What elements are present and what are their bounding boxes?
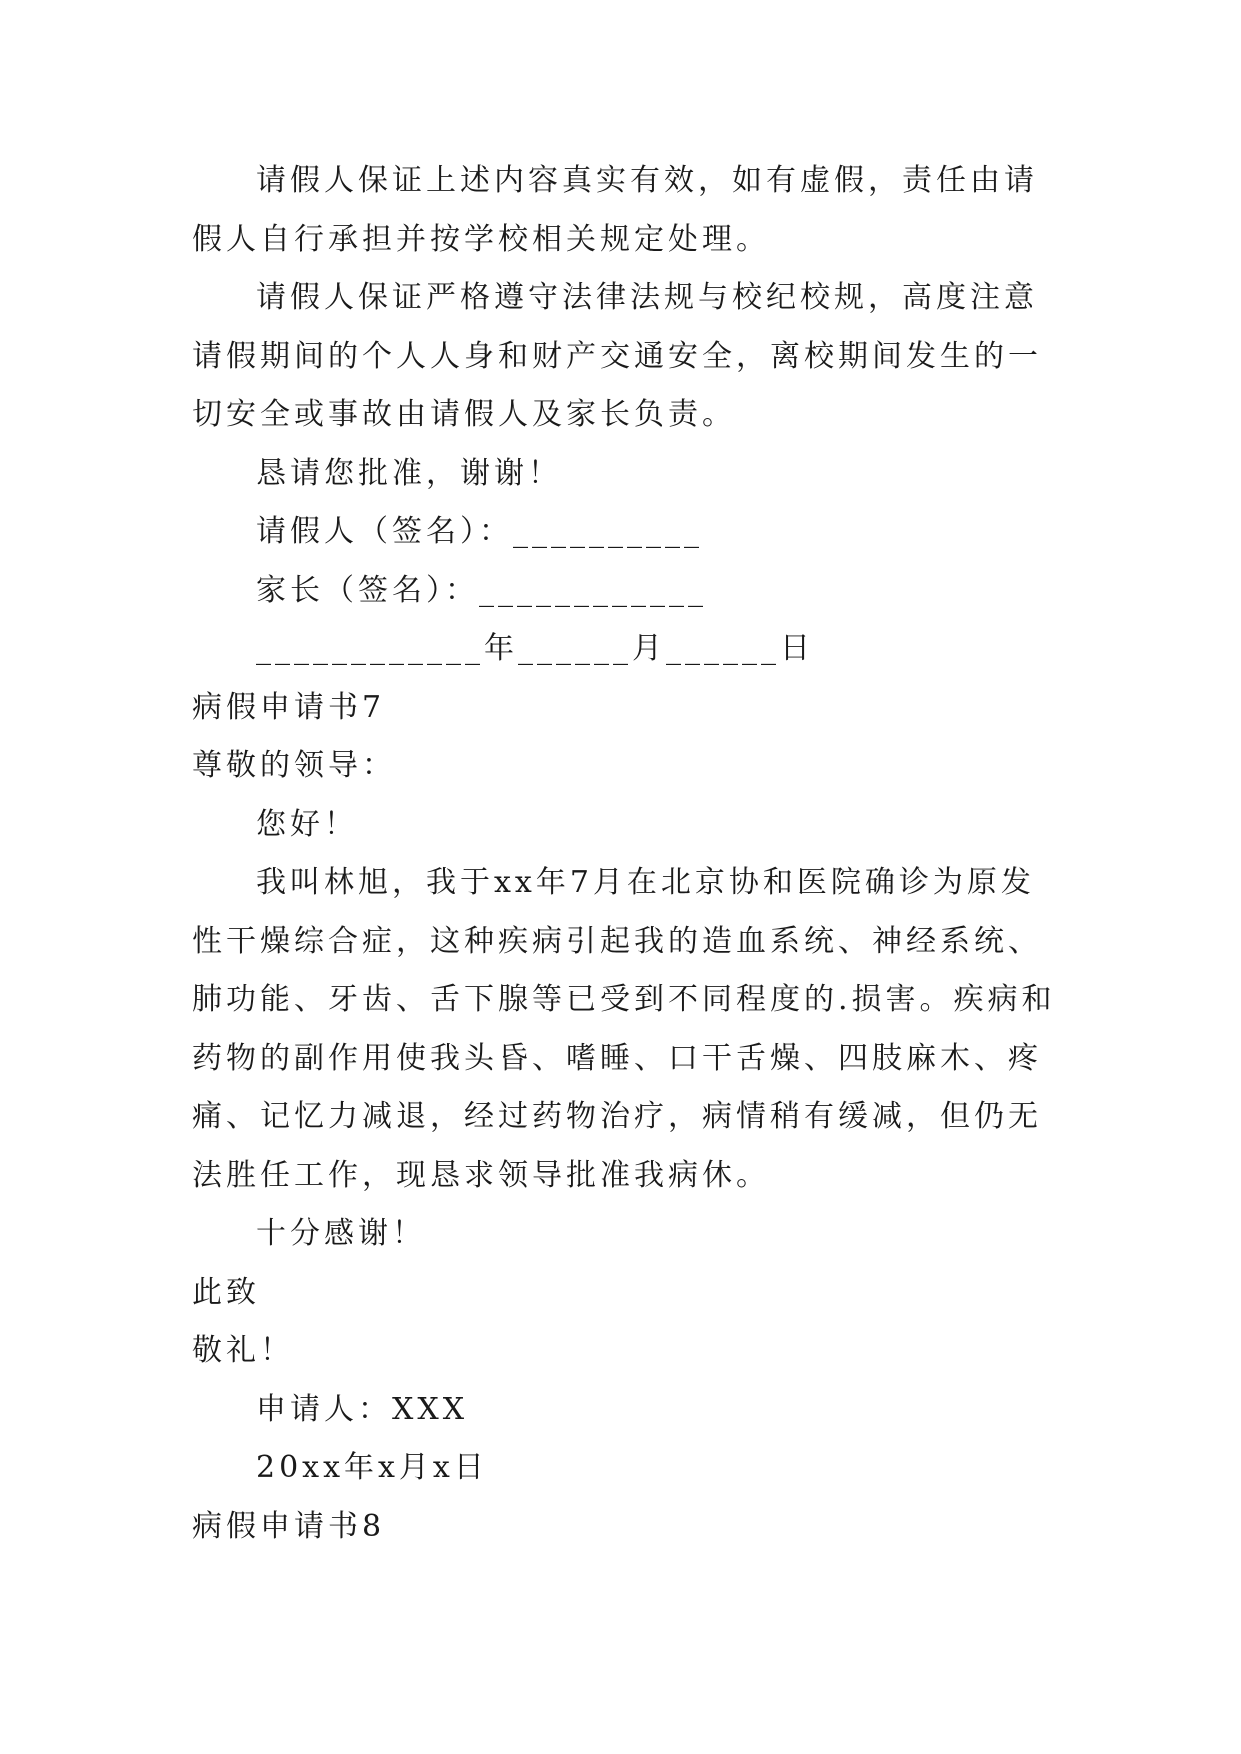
paragraph-request-approval: 恳请您批准，谢谢！ <box>256 455 562 491</box>
applicant-signature-line: 请假人（签名）：__________ <box>256 514 703 549</box>
closing-line-2: 敬礼！ <box>192 1333 294 1368</box>
thanks-line: 十分感谢！ <box>256 1216 426 1251</box>
paragraph-illness-description: 我叫林旭，我于xx年7月在北京协和医院确诊为原发性干燥综合症，这种疾病引起我的造血系统、神经系统、肺功能、牙齿、舌下腺等已受到不同程度的.损害。疾病和药物的副作用使我头昏、嗜睡、口干舌燥、四肢麻木、疼痛、记忆力减退，经过药物治疗，病情稍有缓减，但仍无法胜任工作，现恳求领导批准我病休。 <box>192 865 1056 1193</box>
paragraph-guarantee-truth: 请假人保证上述内容真实有效，如有虚假，责任由请假人自行承担并按学校相关规定处理。 <box>192 163 1038 257</box>
applicant-name-line: 申请人：XXX <box>256 1391 469 1427</box>
application-date-line: 20xx年x月x日 <box>256 1450 488 1485</box>
section-title-7: 病假申请书7 <box>192 689 386 725</box>
parent-signature-line: 家长（签名）：____________ <box>256 572 707 608</box>
greeting: 您好！ <box>256 806 358 842</box>
paragraph-guarantee-safety: 请假人保证严格遵守法律法规与校纪校规，高度注意请假期间的个人人身和财产交通安全，离校期间发生的一切安全或事故由请假人及家长负责。 <box>192 280 1042 432</box>
salutation: 尊敬的领导： <box>192 748 396 783</box>
date-blank-line: ____________年______月______日 <box>256 631 814 666</box>
section-title-8: 病假申请书8 <box>192 1508 386 1544</box>
document-body <box>192 152 1062 1556</box>
closing-line-1: 此致 <box>192 1274 260 1310</box>
